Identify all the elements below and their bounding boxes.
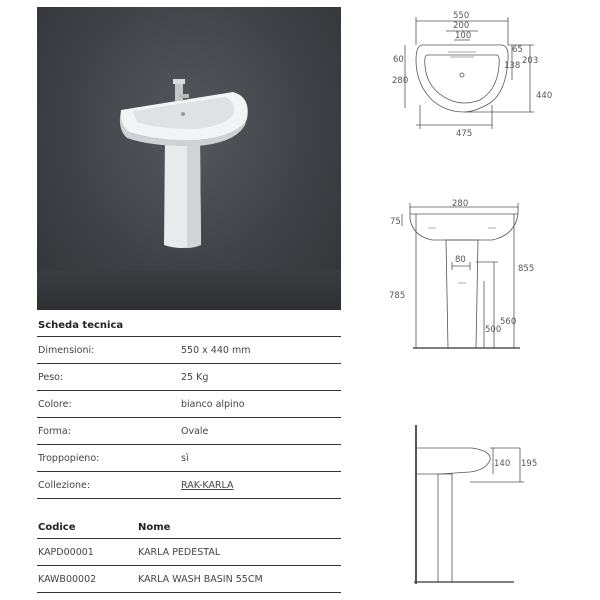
spec-row: [37, 363, 341, 390]
code-header: Codice: [38, 521, 76, 533]
spec-row: [37, 390, 341, 417]
dim-label: 65: [512, 45, 523, 55]
dim-label: 475: [456, 129, 473, 139]
spec-value: Ovale: [181, 425, 209, 437]
codes-table: [37, 516, 341, 593]
name-cell: KARLA WASH BASIN 55CM: [138, 573, 263, 585]
spec-row: [37, 336, 341, 363]
spec-row: [37, 471, 341, 499]
dim-label: 60: [393, 55, 404, 65]
dim-label: 440: [536, 91, 553, 101]
spec-row: [37, 444, 341, 471]
spec-value: sì: [181, 452, 189, 464]
dim-label: 75: [390, 217, 401, 227]
dim-label: 200: [453, 21, 470, 31]
dim-label: 785: [389, 291, 406, 301]
table-row: [37, 566, 341, 593]
technical-drawings: [380, 0, 595, 600]
dim-label: 560: [500, 317, 517, 327]
spec-value: 550 x 440 mm: [181, 344, 251, 356]
codes-header: [37, 516, 341, 539]
dim-label: 140: [494, 459, 511, 469]
dim-label: 80: [455, 255, 466, 265]
collection-link[interactable]: RAK-KARLA: [181, 479, 234, 491]
dim-label: 138: [504, 61, 521, 71]
spec-table: [37, 336, 341, 499]
code-cell: KAWB00002: [38, 573, 97, 585]
spec-value: 25 Kg: [181, 371, 209, 383]
name-header: Nome: [138, 521, 171, 533]
dim-label: 500: [485, 325, 502, 335]
dim-label: 280: [452, 199, 469, 209]
name-cell: KARLA PEDESTAL: [138, 546, 221, 558]
spec-key: Troppopieno:: [38, 452, 100, 464]
spec-key: Colore:: [38, 398, 72, 410]
spec-row: [37, 417, 341, 444]
dim-label: 550: [453, 11, 470, 21]
dim-label: 280: [392, 76, 409, 86]
spec-key: Forma:: [38, 425, 71, 437]
spec-value: bianco alpino: [181, 398, 245, 410]
dim-label: 100: [455, 31, 472, 41]
washbasin-illustration: [37, 7, 341, 310]
code-cell: KAPD00001: [38, 546, 94, 558]
product-photo: [37, 7, 341, 310]
spec-title: Scheda tecnica: [38, 320, 124, 331]
spec-key: Peso:: [38, 371, 64, 383]
dim-label: 855: [518, 264, 535, 274]
spec-key: Dimensioni:: [38, 344, 95, 356]
spec-key: Collezione:: [38, 479, 91, 491]
table-row: [37, 539, 341, 566]
dim-label: 203: [522, 56, 539, 66]
dim-label: 195: [521, 459, 538, 469]
